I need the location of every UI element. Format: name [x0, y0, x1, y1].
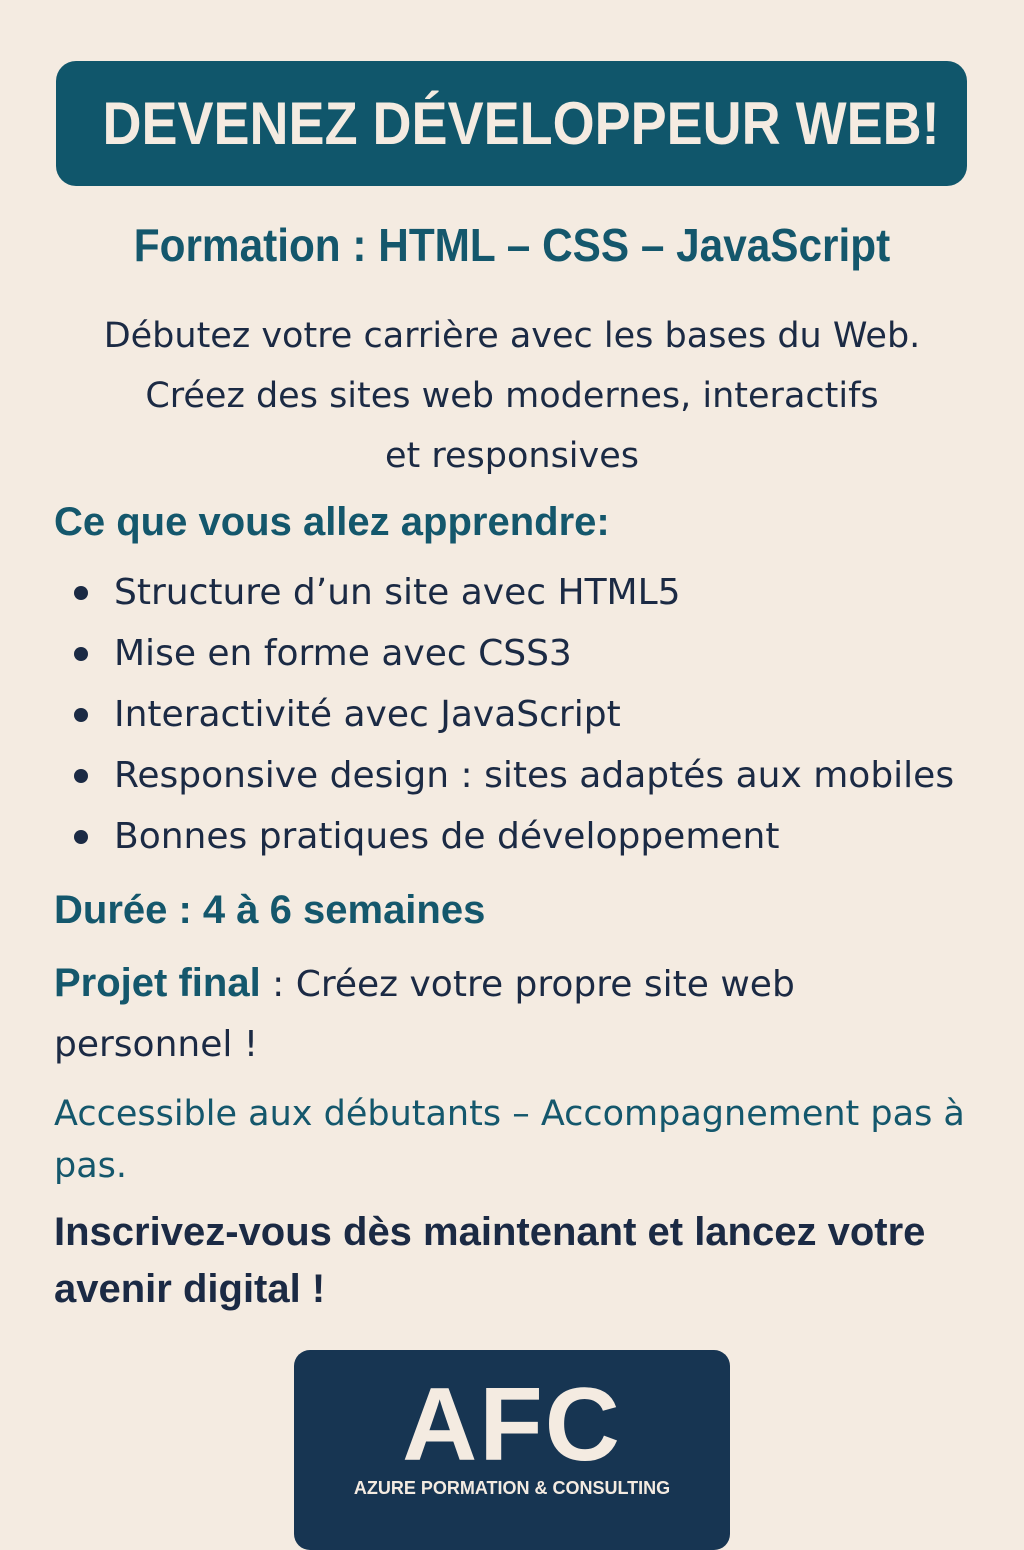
list-item-label: Mise en forme avec CSS3 — [114, 633, 572, 674]
duration-text: Durée : 4 à 6 semaines — [54, 888, 486, 932]
intro-text — [0, 306, 1024, 486]
intro-line: Débutez votre carrière avec les bases du Web. — [103, 316, 921, 356]
logo — [294, 1350, 730, 1550]
intro-line: Créez des sites web modernes, interactifs — [145, 376, 879, 416]
page-title: DEVENEZ DÉVELOPPEUR WEB! — [102, 90, 941, 157]
list-item — [74, 684, 954, 745]
list-item — [74, 806, 954, 867]
list-item-label: Bonnes pratiques de développement — [114, 816, 780, 857]
final-project — [54, 953, 954, 1075]
list-item — [74, 623, 954, 684]
list-item-label: Responsive design : sites adaptés aux mobiles — [114, 755, 955, 796]
call-to-action: Inscrivez-vous dès maintenant et lancez votre avenir digital ! — [54, 1210, 926, 1311]
bullet-icon — [74, 708, 88, 722]
bullet-icon — [74, 586, 88, 600]
learn-list — [74, 562, 954, 867]
accessibility-note: Accessible aux débutants – Accompagnement pas à pas. — [54, 1094, 965, 1186]
final-project-text: : Créez votre propre site web personnel ! — [54, 964, 795, 1065]
list-item-label: Interactivité avec JavaScript — [114, 694, 621, 735]
logo-mark: AFC — [402, 1367, 622, 1483]
logo-caption: AZURE PORMATION & CONSULTING — [353, 1478, 671, 1498]
final-project-label: Projet final — [54, 961, 261, 1005]
list-item-label: Structure d’un site avec HTML5 — [114, 572, 681, 613]
bullet-icon — [74, 647, 88, 661]
list-item — [74, 562, 954, 623]
intro-line: et responsives — [384, 436, 640, 476]
bullet-icon — [74, 830, 88, 844]
bullet-icon — [74, 769, 88, 783]
header-banner — [56, 61, 967, 186]
course-subtitle: Formation : HTML – CSS – JavaScript — [133, 219, 891, 271]
learn-heading: Ce que vous allez apprendre: — [54, 500, 610, 544]
list-item — [74, 745, 954, 806]
